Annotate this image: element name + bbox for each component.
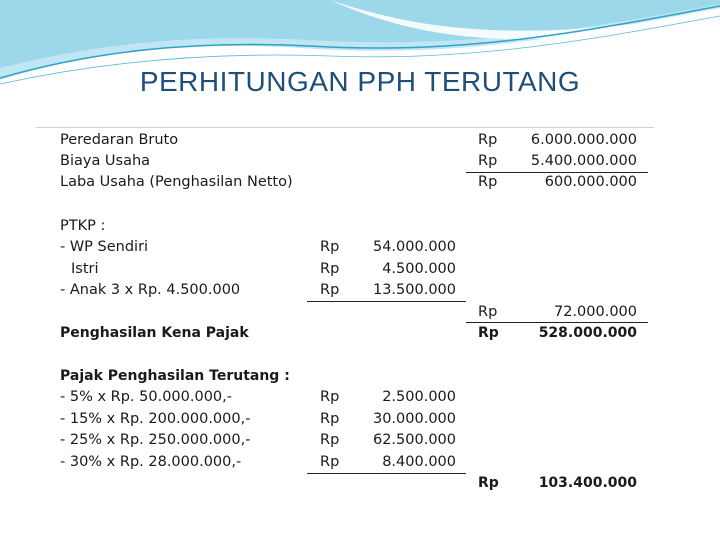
row-label: - Anak 3 x Rp. 4.500.000 — [60, 282, 241, 298]
row-penghasilan-kena-pajak — [36, 323, 654, 344]
currency-label: Rp — [320, 454, 340, 470]
row-label: Biaya Usaha — [60, 153, 151, 169]
row-tarif-15 — [36, 409, 654, 430]
currency-label: Rp — [478, 132, 498, 148]
row-value: 72.000.000 — [553, 304, 637, 320]
row-label: Peredaran Bruto — [60, 132, 179, 148]
row-label: - 15% x Rp. 200.000.000,- — [60, 411, 251, 427]
row-ptkp-heading — [36, 216, 654, 237]
row-label: - WP Sendiri — [60, 239, 149, 255]
row-peredaran-bruto — [36, 130, 654, 151]
row-tarif-30 — [36, 452, 654, 473]
row-istri — [36, 259, 654, 280]
currency-label: Rp — [478, 304, 498, 320]
row-biaya-usaha — [36, 151, 654, 172]
row-ptkp-total — [36, 302, 654, 323]
row-label: - 25% x Rp. 250.000.000,- — [60, 432, 251, 448]
currency-label: Rp — [478, 475, 499, 491]
row-tarif-5 — [36, 387, 654, 408]
row-value: 5.400.000.000 — [530, 153, 637, 169]
row-value: 600.000.000 — [544, 174, 637, 190]
row-label: - 30% x Rp. 28.000.000,- — [60, 454, 242, 470]
row-label: Laba Usaha (Penghasilan Netto) — [60, 174, 293, 190]
currency-label: Rp — [320, 239, 340, 255]
section-heading: Pajak Penghasilan Terutang : — [60, 368, 290, 384]
row-wp-sendiri — [36, 237, 654, 258]
row-value: 2.500.000 — [382, 389, 456, 405]
row-label: Penghasilan Kena Pajak — [60, 325, 249, 341]
tax-calculation-sheet — [36, 127, 654, 494]
currency-label: Rp — [320, 282, 340, 298]
row-value: 30.000.000 — [372, 411, 456, 427]
row-value: 4.500.000 — [382, 261, 456, 277]
row-total-pajak — [36, 473, 654, 494]
row-anak — [36, 280, 654, 301]
section-heading: PTKP : — [60, 218, 106, 234]
currency-label: Rp — [320, 432, 340, 448]
row-value: 528.000.000 — [538, 325, 637, 341]
row-value: 103.400.000 — [538, 475, 637, 491]
row-laba-usaha — [36, 172, 654, 193]
row-label: Istri — [71, 261, 99, 277]
currency-label: Rp — [320, 261, 340, 277]
currency-label: Rp — [478, 153, 498, 169]
currency-label: Rp — [478, 325, 499, 341]
currency-label: Rp — [320, 389, 340, 405]
row-label: - 5% x Rp. 50.000.000,- — [60, 389, 233, 405]
row-value: 62.500.000 — [372, 432, 456, 448]
row-value: 6.000.000.000 — [530, 132, 637, 148]
currency-label: Rp — [478, 174, 498, 190]
row-value: 8.400.000 — [382, 454, 456, 470]
row-pajak-heading — [36, 366, 654, 387]
row-value: 54.000.000 — [372, 239, 456, 255]
currency-label: Rp — [320, 411, 340, 427]
row-value: 13.500.000 — [372, 282, 456, 298]
page-title: PERHITUNGAN PPH TERUTANG — [139, 66, 581, 97]
row-tarif-25 — [36, 430, 654, 451]
